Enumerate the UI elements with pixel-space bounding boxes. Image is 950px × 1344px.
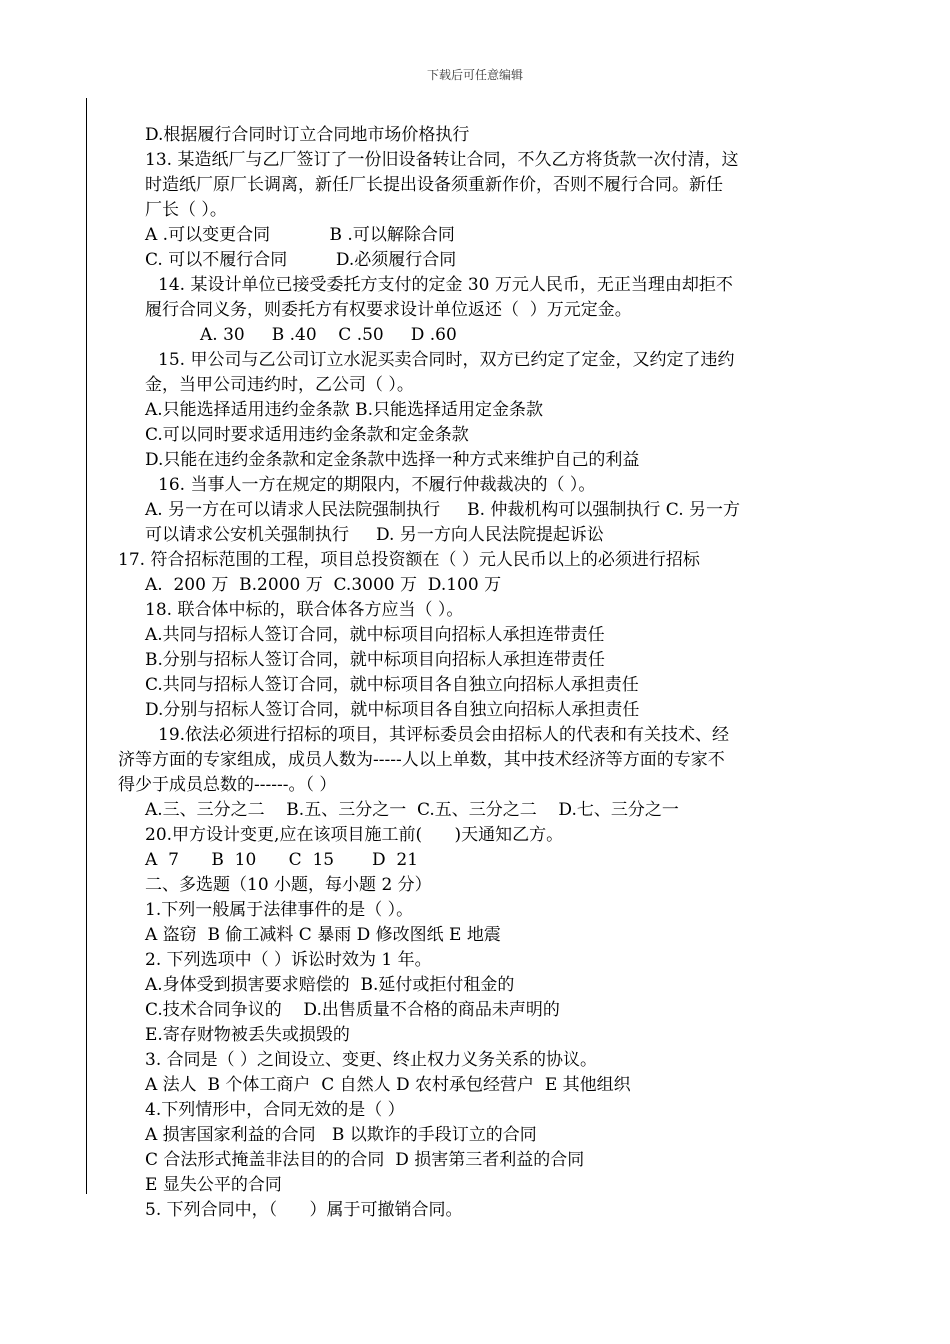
- text-line: 履行合同义务，则委托方有权要求设计单位返还（ ）万元定金。: [145, 300, 632, 320]
- text-line: D.根据履行合同时订立合同地市场价格执行: [145, 125, 470, 145]
- text-line: 17. 符合招标范围的工程，项目总投资额在（ ）元人民币以上的必须进行招标: [118, 550, 700, 570]
- text-line: 得少于成员总数的------。（ ）: [118, 775, 337, 795]
- text-line: A 法人 B 个体工商户 C 自然人 D 农村承包经营户 E 其他组织: [145, 1075, 631, 1095]
- text-line: C.技术合同争议的 D.出售质量不合格的商品未声明的: [145, 1000, 560, 1020]
- text-line: A.身体受到损害要求赔偿的 B.延付或拒付租金的: [145, 975, 515, 995]
- text-line: 5. 下列合同中，（ ）属于可撤销合同。: [145, 1200, 463, 1220]
- text-line: A 损害国家利益的合同 B 以欺诈的手段订立的合同: [145, 1125, 537, 1145]
- text-line: 金，当甲公司违约时，乙公司（ ）。: [145, 375, 414, 395]
- text-line: E 显失公平的合同: [145, 1175, 282, 1195]
- text-line: 厂长（ ）。: [145, 200, 227, 220]
- text-line: 2. 下列选项中（ ）诉讼时效为 1 年。: [145, 950, 432, 970]
- text-line: 3. 合同是（ ）之间设立、变更、终止权力义务关系的协议。: [145, 1050, 598, 1070]
- text-line: C 合法形式掩盖非法目的的合同 D 损害第三者利益的合同: [145, 1150, 585, 1170]
- text-line: A.共同与招标人签订合同，就中标项目向招标人承担连带责任: [145, 625, 605, 645]
- text-line: C.共同与招标人签订合同，就中标项目各自独立向招标人承担责任: [145, 675, 639, 695]
- text-line: A .可以变更合同 B .可以解除合同: [145, 225, 455, 245]
- page-header: 下载后可任意编辑: [426, 68, 523, 82]
- text-line: 1.下列一般属于法律事件的是（ ）。: [145, 900, 414, 920]
- text-line: 16. 当事人一方在规定的期限内，不履行仲裁裁决的（ ）。: [158, 475, 596, 495]
- text-line: A.只能选择适用违约金条款 B.只能选择适用定金条款: [145, 400, 543, 420]
- text-line: A. 另一方在可以请求人民法院强制执行 B. 仲裁机构可以强制执行 C. 另一方: [145, 500, 741, 520]
- text-line: E.寄存财物被丢失或损毁的: [145, 1025, 350, 1045]
- text-line: A 盗窃 B 偷工减料 C 暴雨 D 修改图纸 E 地震: [145, 925, 501, 945]
- text-line: 4.下列情形中，合同无效的是（ ）: [145, 1100, 405, 1120]
- text-line: 济等方面的专家组成，成员人数为-----人以上单数，其中技术经济等方面的专家不: [118, 750, 725, 770]
- text-line: C. 可以不履行合同 D.必须履行合同: [145, 250, 457, 270]
- text-line: 时造纸厂原厂长调离，新任厂长提出设备须重新作价，否则不履行合同。新任: [145, 175, 723, 195]
- text-line: 15. 甲公司与乙公司订立水泥买卖合同时，双方已约定了定金，又约定了违约: [158, 350, 735, 370]
- text-line: B.分别与招标人签订合同，就中标项目向招标人承担连带责任: [145, 650, 605, 670]
- text-line: C.可以同时要求适用违约金条款和定金条款: [145, 425, 469, 445]
- text-line: A.三、三分之二 B.五、三分之一 C.五、三分之二 D.七、三分之一: [145, 800, 679, 820]
- text-line: A. 30 B .40 C .50 D .60: [200, 325, 457, 345]
- text-line: D.分别与招标人签订合同，就中标项目各自独立向招标人承担责任: [145, 700, 640, 720]
- text-line: 二、多选题（10 小题，每小题 2 分）: [145, 875, 432, 895]
- text-line: 13. 某造纸厂与乙厂签订了一份旧设备转让合同，不久乙方将货款一次付清，这: [145, 150, 739, 170]
- text-line: 14. 某设计单位已接受委托方支付的定金 30 万元人民币，无正当理由却拒不: [158, 275, 733, 295]
- text-line: A 7 B 10 C 15 D 21: [145, 850, 419, 870]
- text-line: 20.甲方设计变更,应在该项目施工前( )天通知乙方。: [145, 825, 564, 845]
- text-line: 19.依法必须进行招标的项目，其评标委员会由招标人的代表和有关技术、经: [158, 725, 730, 745]
- text-line: 18. 联合体中标的，联合体各方应当（ ）。: [145, 600, 464, 620]
- text-line: A. 200 万 B.2000 万 C.3000 万 D.100 万: [145, 575, 502, 595]
- text-line: 可以请求公安机关强制执行 D. 另一方向人民法院提起诉讼: [145, 525, 604, 545]
- document-body: [0, 123, 950, 1223]
- text-line: D.只能在违约金条款和定金条款中选择一种方式来维护自己的利益: [145, 450, 640, 470]
